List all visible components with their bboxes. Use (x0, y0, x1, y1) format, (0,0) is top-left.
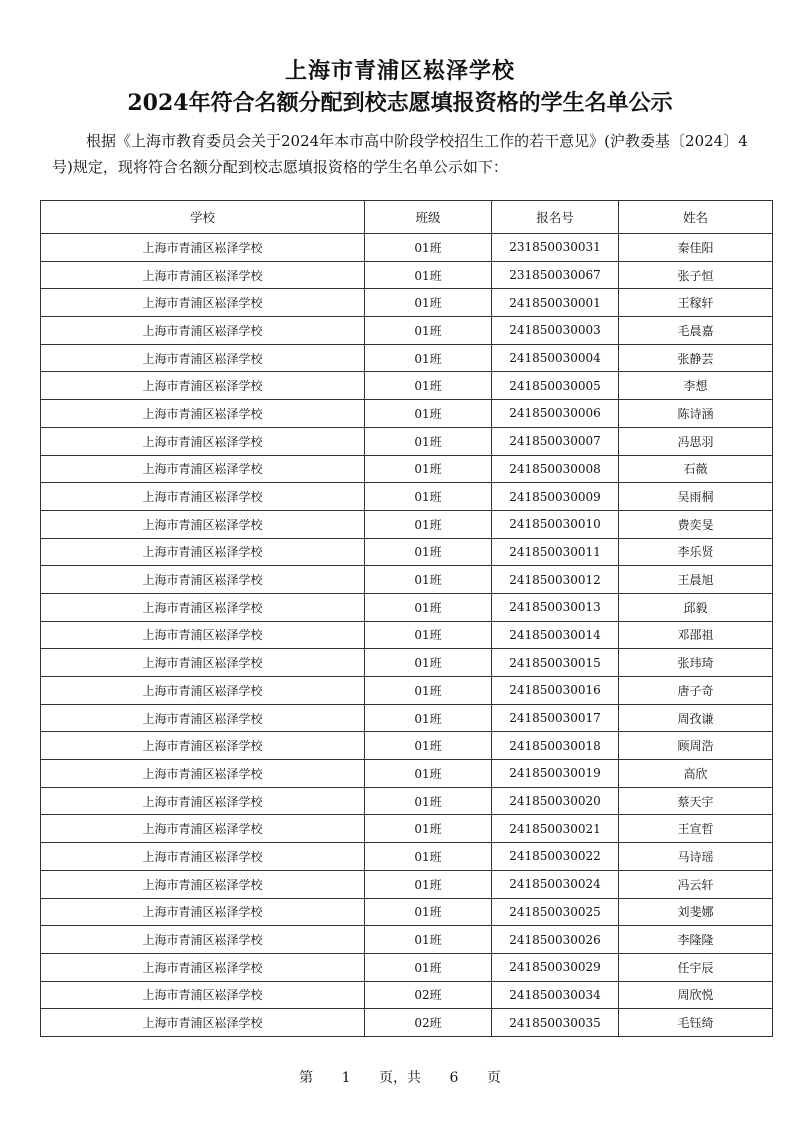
cell-class: 01班 (365, 843, 492, 871)
cell-student-name: 马诗瑶 (619, 843, 773, 871)
cell-student-name: 任宇辰 (619, 953, 773, 981)
cell-school: 上海市青浦区崧泽学校 (41, 289, 365, 317)
cell-class: 01班 (365, 372, 492, 400)
table-row (41, 1009, 773, 1037)
cell-class: 01班 (365, 234, 492, 262)
cell-student-name: 冯思羽 (619, 427, 773, 455)
cell-registration-number: 241850030018 (492, 732, 619, 760)
cell-class: 01班 (365, 953, 492, 981)
cell-class: 01班 (365, 677, 492, 705)
cell-registration-number: 241850030008 (492, 455, 619, 483)
cell-registration-number: 241850030010 (492, 510, 619, 538)
cell-registration-number: 241850030001 (492, 289, 619, 317)
table-row (41, 677, 773, 705)
header-registration-number: 报名号 (492, 201, 619, 234)
cell-school: 上海市青浦区崧泽学校 (41, 234, 365, 262)
cell-student-name: 邱毅 (619, 593, 773, 621)
cell-class: 01班 (365, 870, 492, 898)
cell-class: 01班 (365, 566, 492, 594)
student-roster-table (40, 200, 773, 1037)
cell-school: 上海市青浦区崧泽学校 (41, 317, 365, 345)
cell-class: 01班 (365, 538, 492, 566)
cell-class: 01班 (365, 621, 492, 649)
table-row (41, 870, 773, 898)
cell-class: 01班 (365, 649, 492, 677)
table-row (41, 289, 773, 317)
cell-registration-number: 241850030006 (492, 400, 619, 428)
cell-class: 01班 (365, 455, 492, 483)
cell-school: 上海市青浦区崧泽学校 (41, 760, 365, 788)
cell-registration-number: 241850030026 (492, 926, 619, 954)
cell-school: 上海市青浦区崧泽学校 (41, 815, 365, 843)
table-row (41, 510, 773, 538)
cell-registration-number: 241850030004 (492, 344, 619, 372)
cell-student-name: 李乐贤 (619, 538, 773, 566)
header-class: 班级 (365, 201, 492, 234)
header-student-name: 姓名 (619, 201, 773, 234)
cell-student-name: 王晨旭 (619, 566, 773, 594)
table-row (41, 787, 773, 815)
table-row (41, 704, 773, 732)
page-label-prefix: 第 (299, 1070, 314, 1086)
cell-school: 上海市青浦区崧泽学校 (41, 455, 365, 483)
cell-class: 01班 (365, 815, 492, 843)
table-row (41, 455, 773, 483)
table-row (41, 953, 773, 981)
cell-class: 01班 (365, 593, 492, 621)
cell-school: 上海市青浦区崧泽学校 (41, 649, 365, 677)
cell-student-name: 李想 (619, 372, 773, 400)
table-row (41, 400, 773, 428)
table-row (41, 317, 773, 345)
cell-school: 上海市青浦区崧泽学校 (41, 593, 365, 621)
table-row (41, 898, 773, 926)
table-row (41, 344, 773, 372)
cell-class: 01班 (365, 400, 492, 428)
cell-school: 上海市青浦区崧泽学校 (41, 483, 365, 511)
table-row (41, 427, 773, 455)
cell-registration-number: 241850030009 (492, 483, 619, 511)
cell-student-name: 毛钰绮 (619, 1009, 773, 1037)
table-row (41, 981, 773, 1009)
cell-registration-number: 241850030022 (492, 843, 619, 871)
table-row (41, 732, 773, 760)
cell-registration-number: 241850030021 (492, 815, 619, 843)
cell-student-name: 蔡天宇 (619, 787, 773, 815)
cell-school: 上海市青浦区崧泽学校 (41, 344, 365, 372)
table-row (41, 815, 773, 843)
cell-class: 01班 (365, 926, 492, 954)
table-row (41, 621, 773, 649)
cell-student-name: 费奕旻 (619, 510, 773, 538)
cell-student-name: 张子恒 (619, 261, 773, 289)
page-label-mid: 页，共 (379, 1070, 421, 1086)
cell-school: 上海市青浦区崧泽学校 (41, 926, 365, 954)
cell-student-name: 邓邵祖 (619, 621, 773, 649)
cell-class: 01班 (365, 760, 492, 788)
cell-registration-number: 241850030034 (492, 981, 619, 1009)
cell-school: 上海市青浦区崧泽学校 (41, 510, 365, 538)
cell-registration-number: 241850030024 (492, 870, 619, 898)
cell-school: 上海市青浦区崧泽学校 (41, 261, 365, 289)
cell-school: 上海市青浦区崧泽学校 (41, 677, 365, 705)
cell-class: 01班 (365, 261, 492, 289)
cell-class: 01班 (365, 317, 492, 345)
page-footer (0, 1067, 800, 1087)
table-row (41, 649, 773, 677)
cell-school: 上海市青浦区崧泽学校 (41, 400, 365, 428)
cell-registration-number: 231850030031 (492, 234, 619, 262)
cell-registration-number: 241850030015 (492, 649, 619, 677)
cell-student-name: 毛晨嘉 (619, 317, 773, 345)
cell-registration-number: 241850030012 (492, 566, 619, 594)
cell-school: 上海市青浦区崧泽学校 (41, 898, 365, 926)
table-row (41, 926, 773, 954)
cell-student-name: 冯云轩 (619, 870, 773, 898)
cell-class: 02班 (365, 981, 492, 1009)
table-row (41, 843, 773, 871)
cell-student-name: 秦佳阳 (619, 234, 773, 262)
cell-student-name: 石薇 (619, 455, 773, 483)
cell-school: 上海市青浦区崧泽学校 (41, 621, 365, 649)
cell-registration-number: 241850030003 (492, 317, 619, 345)
cell-student-name: 高欣 (619, 760, 773, 788)
cell-registration-number: 241850030019 (492, 760, 619, 788)
cell-school: 上海市青浦区崧泽学校 (41, 1009, 365, 1037)
cell-school: 上海市青浦区崧泽学校 (41, 704, 365, 732)
cell-school: 上海市青浦区崧泽学校 (41, 843, 365, 871)
page-label-suffix: 页 (486, 1070, 501, 1086)
cell-school: 上海市青浦区崧泽学校 (41, 427, 365, 455)
cell-student-name: 王宣哲 (619, 815, 773, 843)
cell-student-name: 王稼轩 (619, 289, 773, 317)
table-header-row (41, 201, 773, 234)
cell-registration-number: 241850030017 (492, 704, 619, 732)
table-row (41, 234, 773, 262)
cell-registration-number: 241850030011 (492, 538, 619, 566)
cell-school: 上海市青浦区崧泽学校 (41, 870, 365, 898)
cell-registration-number: 241850030007 (492, 427, 619, 455)
document-title: 上海市青浦区崧泽学校 (284, 58, 515, 84)
cell-school: 上海市青浦区崧泽学校 (41, 372, 365, 400)
cell-student-name: 吴雨桐 (619, 483, 773, 511)
cell-class: 01班 (365, 732, 492, 760)
cell-school: 上海市青浦区崧泽学校 (41, 981, 365, 1009)
table-row (41, 538, 773, 566)
cell-class: 02班 (365, 1009, 492, 1037)
cell-student-name: 李隆隆 (619, 926, 773, 954)
cell-registration-number: 241850030025 (492, 898, 619, 926)
current-page-number: 1 (341, 1070, 351, 1086)
cell-student-name: 张玮琦 (619, 649, 773, 677)
cell-registration-number: 241850030016 (492, 677, 619, 705)
cell-registration-number: 241850030005 (492, 372, 619, 400)
table-row (41, 372, 773, 400)
table-row (41, 566, 773, 594)
table-row (41, 261, 773, 289)
cell-student-name: 周孜谦 (619, 704, 773, 732)
cell-school: 上海市青浦区崧泽学校 (41, 538, 365, 566)
header-school: 学校 (41, 201, 365, 234)
cell-school: 上海市青浦区崧泽学校 (41, 953, 365, 981)
cell-class: 01班 (365, 483, 492, 511)
cell-student-name: 周欣悦 (619, 981, 773, 1009)
table-row (41, 483, 773, 511)
cell-class: 01班 (365, 289, 492, 317)
cell-registration-number: 241850030020 (492, 787, 619, 815)
cell-student-name: 张静芸 (619, 344, 773, 372)
cell-student-name: 刘斐娜 (619, 898, 773, 926)
cell-registration-number: 231850030067 (492, 261, 619, 289)
cell-school: 上海市青浦区崧泽学校 (41, 787, 365, 815)
table-row (41, 760, 773, 788)
cell-class: 01班 (365, 704, 492, 732)
cell-school: 上海市青浦区崧泽学校 (41, 732, 365, 760)
cell-student-name: 陈诗涵 (619, 400, 773, 428)
total-pages-number: 6 (449, 1070, 459, 1086)
cell-registration-number: 241850030014 (492, 621, 619, 649)
cell-class: 01班 (365, 898, 492, 926)
cell-registration-number: 241850030013 (492, 593, 619, 621)
cell-class: 01班 (365, 787, 492, 815)
document-subtitle: 2024年符合名额分配到校志愿填报资格的学生名单公示 (127, 90, 673, 116)
cell-school: 上海市青浦区崧泽学校 (41, 566, 365, 594)
table-row (41, 593, 773, 621)
intro-paragraph: 根据《上海市教育委员会关于2024年本市高中阶段学校招生工作的若干意见》(沪教委基〔2024〕4号)规定，现将符合名额分配到校志愿填报资格的学生名单公示如下： (52, 132, 748, 176)
cell-student-name: 顾周浩 (619, 732, 773, 760)
cell-registration-number: 241850030035 (492, 1009, 619, 1037)
cell-class: 01班 (365, 510, 492, 538)
cell-class: 01班 (365, 344, 492, 372)
cell-registration-number: 241850030029 (492, 953, 619, 981)
cell-class: 01班 (365, 427, 492, 455)
table-body (41, 234, 773, 1037)
cell-student-name: 唐子奇 (619, 677, 773, 705)
